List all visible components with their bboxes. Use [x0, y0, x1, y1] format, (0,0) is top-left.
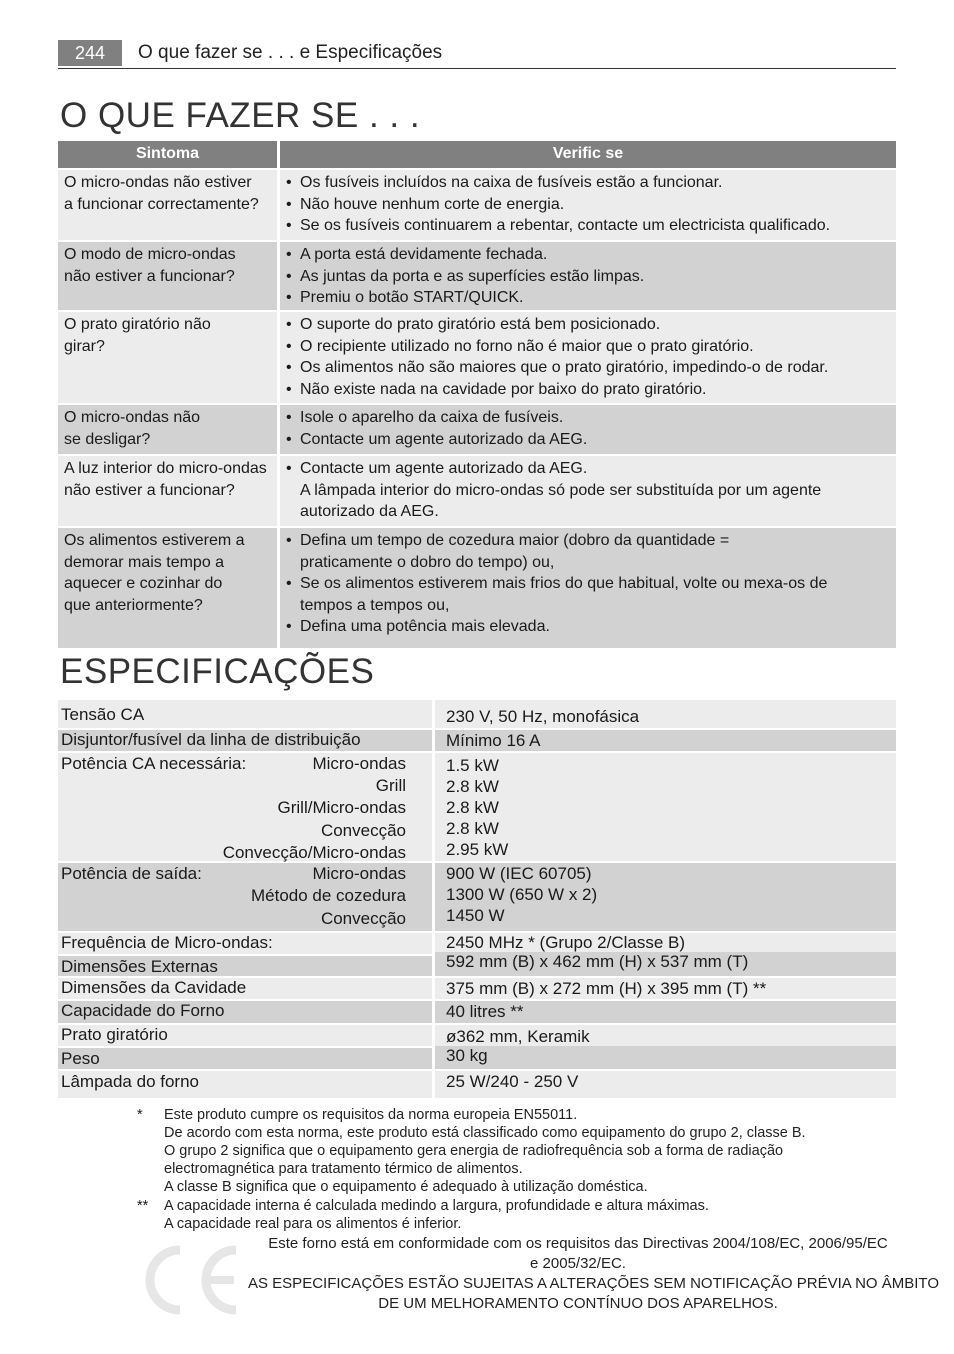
- running-header-title: O que fazer se . . . e Especificações: [138, 42, 443, 63]
- footnote-single: Este produto cumpre os requisitos da norma europeia EN55011. De acordo com esta norma, este produto está classificado como equipamento do grupo 2, classe B. O grupo 2 significa que o equipamento gera energia de radiofrequência sob a forma de radiação electromagnética para tratamento térmico de alimentos. A classe B significa que o equipamento é adequado à utilização doméstica.: [164, 1107, 806, 1195]
- list-item: • Isole o aparelho da caixa de fusíveis.: [286, 407, 888, 429]
- spec-row-external-dimensions: [58, 952, 896, 976]
- spec-label: Frequência de Micro-ondas:: [58, 933, 432, 954]
- list-item: • Contacte um agente autorizado da AEG.: [286, 458, 888, 480]
- spec-row-power-output: [58, 863, 896, 931]
- footnote-mark-double: **: [137, 1198, 149, 1214]
- symptom-cell: O micro-ondas não se desligar?: [58, 405, 277, 454]
- symptom-cell: A luz interior do micro-ondas não estiver a funcionar?: [58, 456, 277, 526]
- spec-label: Dimensões da Cavidade: [58, 978, 432, 999]
- spec-sublabel: Grill/Micro-ondas: [277, 798, 406, 817]
- list-item: • A porta está devidamente fechada.: [286, 244, 888, 266]
- table-row: [58, 312, 896, 403]
- table-row: [58, 405, 896, 454]
- spec-value: 375 mm (B) x 272 mm (H) x 395 mm (T) **: [435, 978, 896, 999]
- spec-value: 592 mm (B) x 462 mm (H) x 537 mm (T): [435, 952, 896, 976]
- list-item-continuation: A lâmpada interior do micro-ondas só pode ser substituída por um agente: [300, 481, 822, 499]
- table-row: [58, 242, 896, 310]
- list-item-continuation: autorizado da AEG.: [300, 503, 439, 521]
- spec-value: 1.5 kW 2.8 kW 2.8 kW 2.8 kW 2.95 kW: [435, 753, 896, 861]
- list-item: • Os alimentos não são maiores que o prato giratório, impedindo-o de rodar.: [286, 357, 888, 379]
- spec-label: Lâmpada do forno: [58, 1071, 432, 1098]
- check-cell: [280, 312, 896, 403]
- spec-sublabel: Convecção/Micro-ondas: [222, 843, 406, 862]
- table-row: [58, 528, 896, 648]
- spec-row-lamp: [58, 1071, 896, 1098]
- spec-value: 30 kg: [435, 1046, 896, 1069]
- spec-row-breaker: [58, 730, 896, 751]
- list-item: • Não houve nenhum corte de energia.: [286, 194, 888, 216]
- spec-sublabel: Convecção: [320, 909, 406, 928]
- spec-row-turntable: [58, 1025, 896, 1046]
- spec-sublabel: Método de cozedura: [251, 886, 406, 905]
- check-cell: [280, 242, 896, 310]
- check-cell: [280, 528, 896, 648]
- spec-row-power-input: [58, 753, 896, 861]
- spec-row-weight: [58, 1048, 896, 1069]
- ce-mark-icon: [136, 1244, 240, 1321]
- spec-sublabel: Micro-ondas: [312, 864, 406, 883]
- list-item: • Se os fusíveis continuarem a rebentar, contacte um electricista qualificado.: [286, 215, 888, 237]
- symptom-cell: O modo de micro-ondas não estiver a funcionar?: [58, 242, 277, 310]
- footnote-mark-single: *: [137, 1107, 143, 1123]
- list-item: • Defina um tempo de cozedura maior (dobro da quantidade =: [286, 530, 888, 552]
- check-cell: [280, 405, 896, 454]
- spec-value: ø362 mm, Keramik: [435, 1025, 896, 1046]
- list-item: • Premiu o botão START/QUICK.: [286, 287, 888, 309]
- conformity-statement: Este forno está em conformidade com os requisitos das Directivas 2004/108/EC, 2006/95/EC e 2005/32/EC.: [268, 1235, 888, 1272]
- list-item-continuation: praticamente o dobro do tempo) ou,: [300, 553, 555, 571]
- spec-label: Potência de saída: Micro-ondas Método de cozedura Convecção: [58, 863, 432, 931]
- spec-label: Tensão CA: [58, 700, 432, 728]
- spec-row-voltage: [58, 700, 896, 728]
- specification-notice: AS ESPECIFICAÇÕES ESTÃO SUJEITAS A ALTERAÇÕES SEM NOTIFICAÇÃO PRÉVIA NO ÂMBITO DE UM MELHORAMENTO CONTÍNUO DOS APARELHOS.: [248, 1275, 939, 1312]
- symptom-cell: O micro-ondas não estiver a funcionar correctamente?: [58, 170, 277, 240]
- troubleshooting-heading: O QUE FAZER SE . . .: [60, 96, 421, 135]
- spec-value: 230 V, 50 Hz, monofásica: [435, 700, 896, 728]
- table-header-row: [58, 141, 896, 168]
- spec-label: Prato giratório: [58, 1025, 432, 1046]
- list-item: • As juntas da porta e as superfícies estão limpas.: [286, 266, 888, 288]
- symptom-cell: Os alimentos estiverem a demorar mais tempo a aquecer e cozinhar do que anteriormente?: [58, 528, 277, 648]
- spec-sublabel: Grill: [375, 776, 406, 795]
- specifications-heading: ESPECIFICAÇÕES: [60, 652, 375, 691]
- list-item: • O recipiente utilizado no forno não é maior que o prato giratório.: [286, 336, 888, 358]
- spec-label: Disjuntor/fusível da linha de distribuição: [58, 730, 432, 751]
- footnote-double: A capacidade interna é calculada medindo a largura, profundidade e altura máximas. A capacidade real para os alimentos é inferior.: [164, 1198, 709, 1232]
- spec-value: 25 W/240 - 250 V: [435, 1071, 896, 1098]
- spec-label: Capacidade do Forno: [58, 1001, 432, 1023]
- list-item: • O suporte do prato giratório está bem posicionado.: [286, 314, 888, 336]
- list-item: • Defina uma potência mais elevada.: [286, 616, 888, 638]
- spec-label: Peso: [58, 1048, 432, 1069]
- spec-row-capacity: [58, 1001, 896, 1023]
- spec-value: 40 litres **: [435, 1001, 896, 1023]
- spec-value: Mínimo 16 A: [435, 730, 896, 751]
- column-header-check: Verific se: [280, 141, 896, 168]
- spec-sublabel: Convecção: [320, 821, 406, 840]
- spec-value: 900 W (IEC 60705) 1300 W (650 W x 2) 1450 W: [435, 863, 896, 931]
- list-item: • Contacte um agente autorizado da AEG.: [286, 429, 888, 451]
- spec-label: Dimensões Externas: [58, 956, 432, 976]
- column-header-symptom: Sintoma: [58, 141, 277, 168]
- spec-row-frequency: [58, 933, 896, 954]
- spec-label: Potência CA necessária: Micro-ondas Grill Grill/Micro-ondas Convecção Convecção/Micro-ondas: [58, 753, 432, 861]
- check-cell: [280, 170, 896, 240]
- table-row: [58, 456, 896, 526]
- spec-value: 2450 MHz * (Grupo 2/Classe B): [435, 933, 896, 954]
- header-rule: [58, 68, 896, 69]
- list-item-continuation: tempos a tempos ou,: [300, 596, 450, 614]
- symptom-cell: O prato giratório não girar?: [58, 312, 277, 403]
- list-item: • Não existe nada na cavidade por baixo do prato giratório.: [286, 379, 888, 401]
- table-row: [58, 170, 896, 240]
- page-number: 244: [58, 40, 122, 66]
- list-item: • Os fusíveis incluídos na caixa de fusíveis estão a funcionar.: [286, 172, 888, 194]
- list-item: • Se os alimentos estiverem mais frios do que habitual, volte ou mexa-os de: [286, 573, 888, 595]
- spec-sublabel: Micro-ondas: [312, 754, 406, 773]
- check-cell: [280, 456, 896, 526]
- spec-row-cavity-dimensions: [58, 978, 896, 999]
